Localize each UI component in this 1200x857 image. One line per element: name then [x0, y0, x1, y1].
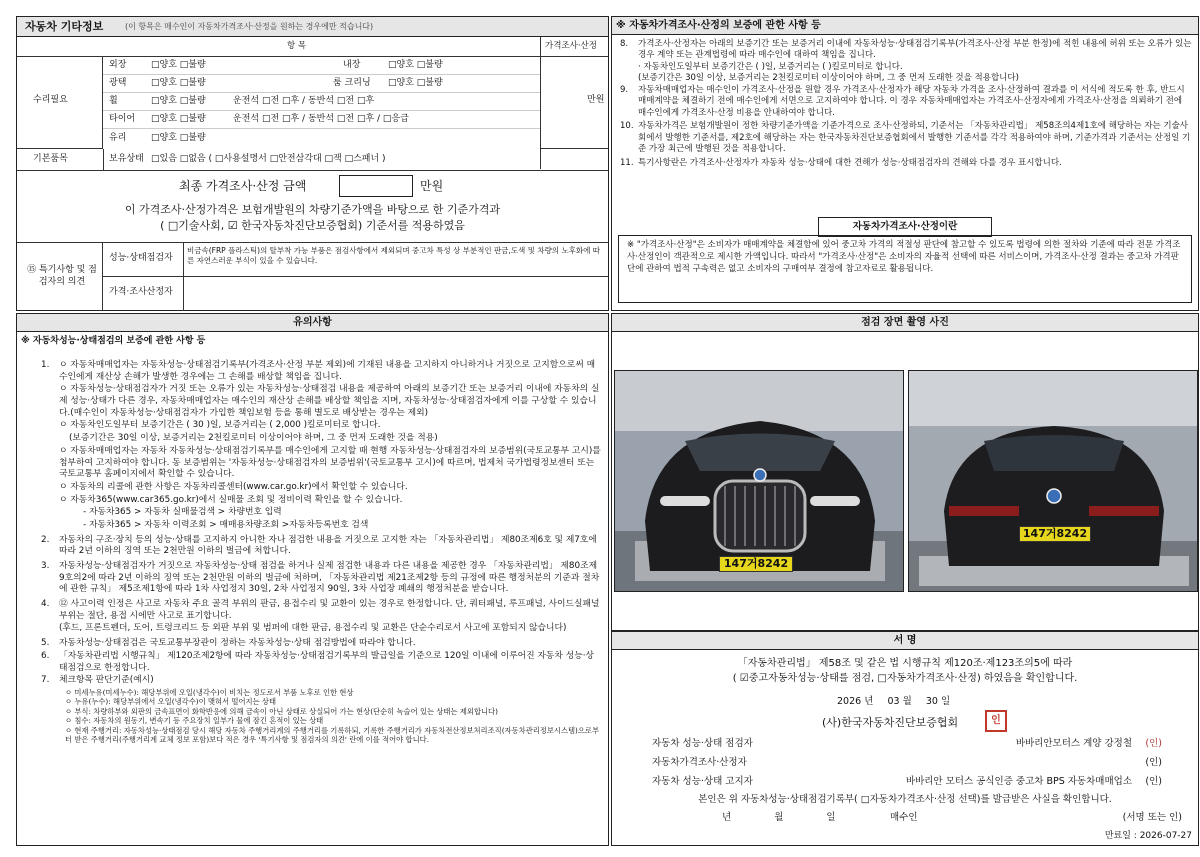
criteria-item: ㅇ 부식: 차량하부와 외판의 금속표면이 화학반응에 의해 금속이 아닌 상태로 상실되어 가는 현상(단순히 녹슬어 있는 상태는 제외합니다): [65, 706, 498, 716]
criteria-item: ㅇ 침수: 자동차의 원동기, 변속기 등 주요장치 일부가 물에 잠긴 흔적이 있는 상태: [65, 716, 324, 726]
signer-seal: (인): [1145, 776, 1162, 787]
price-warranty-title: ※ 자동차가격조사·산정의 보증에 관한 사항 등: [616, 20, 821, 31]
note-item: ㅇ 자동차의 리콜에 관한 사항은 자동차리콜센터(www.car.go.kr)에서 확인할 수 있습니다.: [59, 481, 408, 492]
signer-label: 자동차 성능·상태 점검자: [652, 738, 753, 749]
warranty-item: 11. 특기사항란은 가격조사·산정자가 자동차 성능·상태에 대한 견해가 성능·상태점검자의 견해와 다를 경우 표시합니다.: [620, 157, 1062, 168]
final-price-unit: 만원: [420, 179, 444, 193]
note-item: 4. ⑫ 사고이력 인정은 사고로 자동차 주요 골격 부위의 판금, 용접수리 및 교환이 있는 경우로 한정합니다. 단, 쿼터패널, 루프패널, 사이드실패널 부위는 절단, 용접 시에만 사고로 표기합니다.: [41, 599, 600, 621]
note-item: ㅇ 자동차인도일부터 보증기간은 ( 30 )일, 보증거리는 ( 2,000 )킬로미터로 합니다.: [59, 420, 381, 431]
other-info-title: 자동차 기타정보: [25, 20, 104, 33]
price-inspector-label: 가격·조사산정자: [109, 287, 173, 297]
note-item: ㅇ 자동차성능·상태점검자가 거짓 또는 오류가 있는 자동차성능·상태점검 내용을 제공하여 아래의 보증기간 또는 보증거리 이내에 자동차의 실제 성능·상태가 다른 경우, 자동차매매업자는 매수인의 재산상 손해를 배상할 책임을 지며, 자동차성능·상태점검자에게 이를 구상할 수 있습니다.(매수인이 자동차성능·상태점검자가 가입한 책임보험 등을 통해 별도로 배상받는 경우는 제외): [59, 384, 600, 418]
price-cell: [541, 57, 608, 149]
warranty-item: · 자동차인도일부터 보증기간은 ( )일, 보증거리는 ( )킬로미터로 합니다.: [638, 61, 903, 72]
row-label: 타이어: [109, 114, 136, 124]
special-notes-block: [17, 242, 608, 310]
repair-label: 수리필요: [33, 95, 68, 105]
criteria-item: ㅇ 현재 주행거리: 자동차성능·상태점검 당시 해당 자동차 주행거리계의 주행거리를 기록하되, 기록한 주행거리가 자동차전산정보처리조직(자동차관리정보시스템)으로부터 받은 주행거리(주행거리계 교체 정보 포함)보다 적은 경우 '특기사항 및 점검자의 의견' 란에 이를 적어야 합니다.: [65, 725, 600, 745]
criteria-item: ㅇ 미세누유(미세누수): 해당부위에 오일(냉각수)이 비치는 정도로서 부품 노후로 인한 현상: [65, 687, 354, 697]
row-tire: [103, 111, 540, 129]
price-warranty-header: [612, 17, 1198, 35]
sign-day-unit: 일: [940, 696, 951, 707]
warranty-item: (보증기간은 30일 이상, 보증거리는 2천킬로미터 이상이어야 하며, 그 중 먼저 도래한 것을 적용합니다): [638, 73, 1019, 84]
buyer-sign[interactable]: (서명 또는 인): [1122, 812, 1182, 823]
row-label: 휠: [109, 96, 118, 106]
rear-license-plate: 147거8242: [1019, 526, 1091, 542]
photos-header: [612, 314, 1198, 332]
signer-rows: [652, 738, 1162, 795]
note-item: (보증기간은 30일 이상, 보증거리는 2천킬로미터 이상이어야 하며, 그 중 먼저 도래한 것을 적용): [69, 433, 438, 444]
sign-day: 30: [925, 696, 938, 707]
signature-title: 서 명: [893, 635, 917, 646]
row-extra[interactable]: 운전석 □전 □후 / 동반석 □전 □후: [233, 96, 375, 106]
signer-value: 바바리안 모터스 공식인증 중고차 BPS 자동차매매업소: [905, 776, 1132, 787]
basis-text: [17, 203, 608, 234]
signature-line-1: 「자동차관리법」 제58조 및 같은 법 시행규칙 제120조·제123조의5에 따라: [737, 658, 1073, 669]
other-info-subtitle: (이 항목은 매수인이 자동차가격조사·산정을 원하는 경우에만 적습니다): [125, 22, 374, 31]
row-label: 유리: [109, 133, 127, 143]
signature-date: [837, 696, 950, 708]
notes-subtitle: ※ 자동차성능·상태점검의 보증에 관한 사항 등: [21, 336, 206, 346]
rear-car-illustration: [909, 371, 1198, 592]
notes-header: [17, 314, 608, 332]
basic-label: 기본품목: [33, 154, 68, 164]
warranty-item: 9. 자동차매매업자는 매수인이 가격조사·산정을 원할 경우 가격조사·산정자가 해당 자동차 가격을 조사·산정하여 결과를 이 서식에 적도록 한 후, 반드시 매매계약을 체결하기 전에 매수인에게 서면으로 고지하여야 합니다. 이 경우 자동차매매업자는 가격조사·산정자에게 가격조사·산정을 의뢰하기 전에 매수인에게 가격조사·산정 비용을 안내하여야 합니다.: [620, 84, 1185, 118]
row-label: 외장: [109, 60, 127, 70]
front-license-plate: 147거8242: [719, 556, 793, 572]
special-label: ⑮ 특기사항 및 점검자의 의견: [27, 265, 97, 287]
final-price-label: 최종 가격조사·산정 금액: [179, 179, 307, 193]
signature-section: [611, 631, 1199, 846]
basic-sub-label: 보유상태: [109, 154, 144, 164]
sign-year-unit: 년: [864, 696, 874, 707]
expiry-date: 만료일 : 2026-07-27: [1104, 831, 1192, 841]
price-warranty-list: [620, 39, 1192, 169]
special-label-cell: [17, 243, 103, 311]
signature-statement: [612, 656, 1198, 686]
notes-section: [16, 313, 609, 846]
inspector-opinion-row: [103, 243, 608, 277]
basic-options[interactable]: □있음 □없음 ( □사용설명서 □안전삼각대 □잭 □스패너 ): [151, 154, 386, 164]
row-label: 광택: [109, 78, 127, 88]
other-info-section: [16, 16, 609, 311]
row-label-2: 내장: [343, 60, 361, 70]
note-item: 7. 체크항목 판단기준(예시): [41, 675, 154, 686]
repair-rows: [103, 57, 540, 149]
row-extra[interactable]: 운전석 □전 □후 / 동반석 □전 □후 / □응급: [233, 114, 409, 124]
warranty-item: 8. 가격조사·산정자는 아래의 보증기간 또는 보증거리 이내에 자동차성능·상태점검기록부(가격조사·산정 부분 한정)에 적힌 내용에 허위 또는 오류가 있는 경우 계약 또는 관계법령에 따라 매수인에 대하여 책임을 집니다.: [620, 39, 1192, 61]
note-item: ㅇ 자동차매매업자는 자동차 자동차성능·상태점검기록부를 매수인에게 고지할 때 현행 자동차성능·상태점검자의 보증범위(국토교통부 고시)를 첨부하여 고지하여야 합니다. 동 보증범위는 '자동차성능·상태점검자의 보증범위'(국토교통부 고시)에 따르며, 법제처 국가법령정보센터 또는 국토교통부 홈페이지에서 확인할 수 있습니다.: [59, 445, 601, 480]
sign-month: 03: [887, 696, 900, 707]
note-item: - 자동차365 > 자동차 이력조회 > 매매용차량조회 >자동차등록번호 검색: [83, 519, 369, 530]
row-options[interactable]: □양호 □불량: [151, 114, 206, 124]
signature-line-2[interactable]: ( ☑중고자동차성능·상태를 점검, □자동차가격조사·산정) 하였음을 확인합니다.: [732, 673, 1078, 684]
item-header-row: [17, 37, 608, 57]
basis-line-2: ( □기술사회, ☑ 한국자동차진단보증협회) 기준서를 적용하였음: [160, 219, 465, 233]
row-wheel: [103, 93, 540, 111]
signer-label: 자동차가격조사·산정자: [652, 757, 747, 768]
buyer-date: 년 월 일: [722, 812, 836, 823]
photos-title: 점검 장면 촬영 사진: [861, 317, 949, 328]
price-warranty-section: [611, 16, 1199, 311]
front-car-photo: [614, 370, 904, 592]
notes-list: [41, 360, 601, 745]
signer-row: [652, 738, 1162, 757]
final-price-row: [17, 171, 608, 201]
price-unit: 만원: [587, 95, 605, 105]
col-price-header: 가격조사·산정: [545, 41, 597, 51]
org-seal-icon: [985, 710, 1007, 732]
row-gloss: [103, 75, 540, 93]
signer-label: 자동차 성능·상태 고지자: [652, 776, 753, 787]
repair-label-cell: [17, 57, 103, 149]
price-definition-box: [618, 235, 1192, 303]
buyer-row: [722, 812, 1182, 824]
note-item: 2. 자동차의 구조·장치 등의 성능·상태를 고지하지 아니한 자나 점검한 내용을 거짓으로 고지한 자는 「자동차관리법」 제80조제6호 및 제7호에 따라 2년 이하의 징역 또는 2천만원 이하의 벌금에 처합니다.: [41, 534, 597, 557]
basis-line-1: 이 가격조사·산정가격은 보험개발원의 차량기준가액을 바탕으로 한 기준가격과: [124, 203, 501, 216]
sign-month-unit: 월: [902, 696, 912, 707]
criteria-list: [41, 688, 601, 745]
price-inspector-row: [103, 277, 608, 311]
other-info-header: [17, 17, 608, 37]
price-definition-title-box: [818, 217, 992, 237]
price-definition-title: 자동차가격조사·산정이란: [852, 221, 958, 232]
note-item: ㅇ 자동차365(www.car365.go.kr)에서 실매물 조회 및 정비이력 확인을 할 수 있습니다.: [59, 494, 403, 505]
basic-items-row: [17, 149, 608, 171]
col-item-header: 항 목: [287, 41, 307, 51]
row-exterior: [103, 57, 540, 75]
sign-org: (사)한국자동차진단보증협회: [822, 716, 959, 729]
final-price-input[interactable]: [339, 175, 413, 197]
warranty-item: 10. 자동차가격은 보험개발원이 정한 차량기준가액을 기준가격으로 조사·산정하되, 기준서는 「자동차관리법」 제58조의4제1호에 해당하는 자는 기술사회에서 발행한 기준서를, 제2호에 해당하는 자는 한국자동차진단보증협회에서 발행한 기준서를 각각 적용하여야 하며, 기준가격과 기준서는 산정일 기준 가장 최근에 발행된 것을 적용합니다.: [620, 121, 1191, 155]
criteria-item: ㅇ 누유(누수): 해당부위에서 오일(냉각수)이 맺혀서 떨어지는 상태: [65, 697, 277, 707]
sign-year: 2026: [837, 696, 862, 707]
rear-car-photo: [908, 370, 1198, 592]
note-item: 5. 자동차성능·상태점검은 국토교통부장관이 정하는 자동차성능·상태 점검방법에 따라야 합니다.: [41, 638, 416, 649]
signer-row: [652, 757, 1162, 776]
row-glass: [103, 129, 540, 149]
photos-section: [611, 313, 1199, 631]
org-seal-text: 인: [991, 715, 1001, 726]
note-item: (후드, 프론트펜더, 도어, 트렁크리드 등 외판 부위 및 범퍼에 대한 판금, 용접수리 및 교환은 단순수리로서 사고에 포함되지 않습니다): [59, 623, 567, 634]
note-item: 6. 「자동차관리법 시행규칙」 제120조제2항에 따라 자동차성능·상태점검기록부의 발급일을 기준으로 120일 이내에 이루어진 자동차 성능·상태점검으로 한정합니다.: [41, 650, 595, 673]
note-item: - 자동차365 > 자동차 실매물검색 > 차량번호 입력: [83, 507, 282, 518]
signer-row: [652, 776, 1162, 795]
signer-seal: (인): [1145, 738, 1162, 749]
price-definition-text: ※ "가격조사·산정"은 소비자가 매매계약을 체결함에 있어 중고차 가격의 적절성 판단에 참고할 수 있도록 법령에 의한 절차와 기준에 따라 전문 가격조사·산정인이 객관적으로 제시한 가액입니다. 따라서 "가격조사·산정"은 소비자의 자율적 선택에 따른 서비스이며, 가격조사·산정 결과는 중고차 가격판단에 관하여 법적 구속력은 없고 소비자의 구매여부 결정에 참고자료로 활용됩니다.: [627, 240, 1181, 274]
notes-title: 유의사항: [293, 317, 332, 328]
row-options-2[interactable]: □양호 □불량: [388, 60, 443, 70]
signature-header: [612, 632, 1198, 650]
buyer-label: 매수인: [890, 812, 918, 823]
note-item: 3. 자동차성능·상태점검자가 거짓으로 자동차성능·상태 점검을 하거나 실제 점검한 내용과 다른 내용을 제공한 경우 「자동차관리법」 제80조제9호의2에 따라 2년 이하의 징역 또는 2천만원 이하의 벌금에 처하며, 「자동차관리법 제21조제2항 등의 규정에 따른 행정처분의 기준과 절차에 관한 규칙」 제5조제1항에 따라 1차 사업정지 30일, 2차 사업정지 90일, 3차 사업장 폐쇄의 행정처분을 받습니다.: [41, 561, 600, 595]
row-options-2[interactable]: □양호 □불량: [388, 78, 443, 88]
row-options[interactable]: □양호 □불량: [151, 133, 206, 143]
row-options[interactable]: □양호 □불량: [151, 96, 206, 106]
row-options[interactable]: □양호 □불량: [151, 78, 206, 88]
inspector-label: 성능·상태점검자: [109, 253, 173, 263]
signer-value: 바바리안모터스 계양 강정철: [1015, 738, 1132, 749]
signer-seal: (인): [1145, 757, 1162, 768]
buyer-confirm[interactable]: 본인은 위 자동차성능·상태점검기록부( □자동차가격조사·산정 선택)를 발급받은 사실을 확인합니다.: [698, 794, 1112, 805]
inspector-opinion-text: 비금속(FRP 플라스틱)의 탈부착 가능 부품은 점검사항에서 제외되며 중고차 특성 상 부분적인 판금,도색 및 차량의 노후화에 따른 자연스러운 부식이 있을 수 있습니다.: [187, 246, 601, 265]
note-item: 1. ㅇ 자동차매매업자는 자동차성능·상태점검기록부(가격조사·산정 부분 제외)에 기재된 내용을 고지하지 아니하거나 거짓으로 고지함으로써 매수인에게 재산상 손해가 발생한 경우에는 그 손해를 배상할 책임을 집니다.: [41, 360, 596, 382]
row-label-2: 룸 크리닝: [333, 78, 371, 88]
row-options[interactable]: □양호 □불량: [151, 60, 206, 70]
